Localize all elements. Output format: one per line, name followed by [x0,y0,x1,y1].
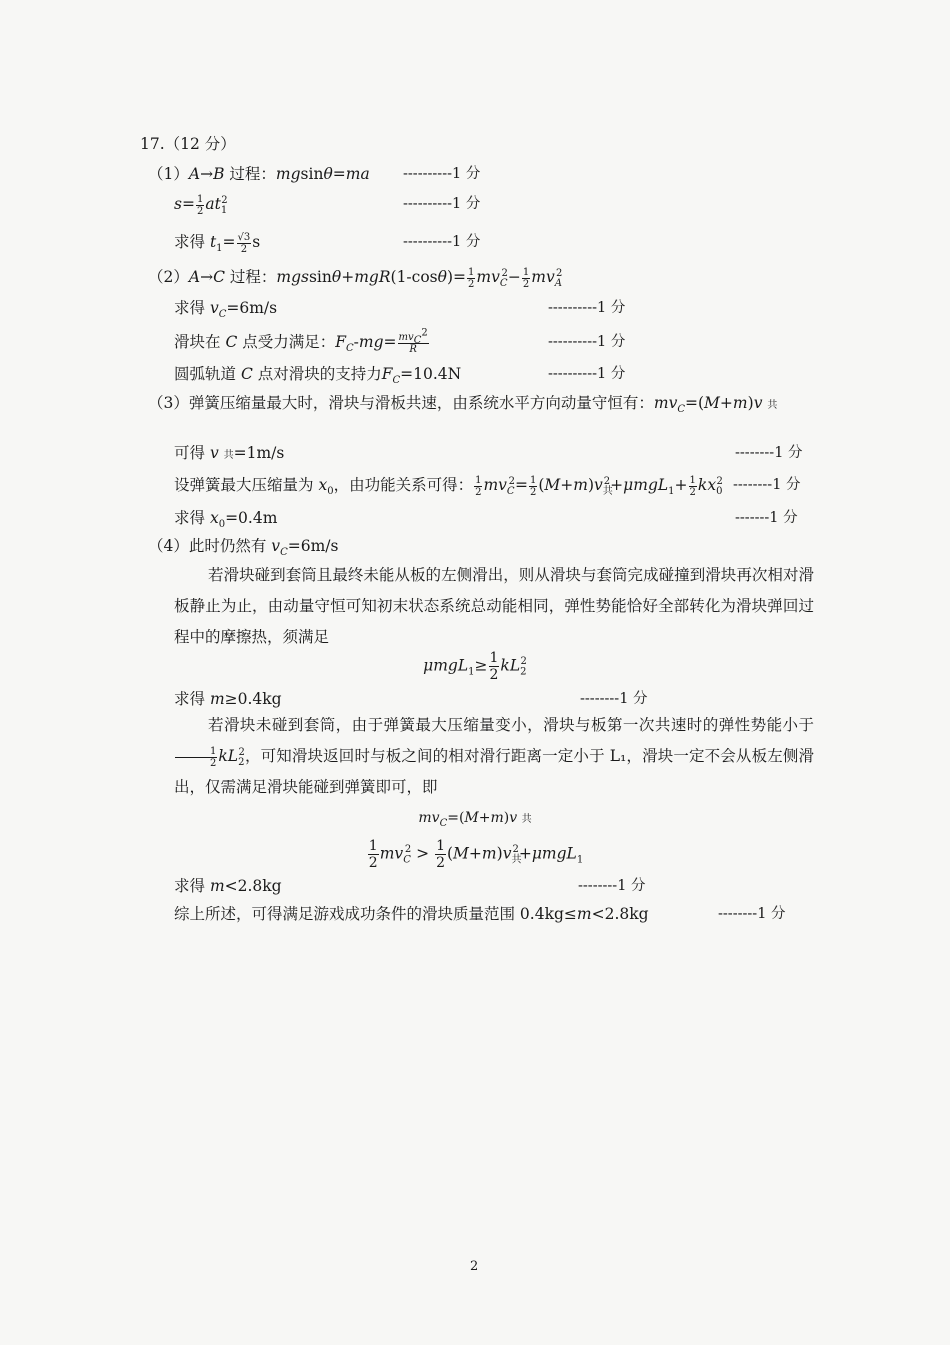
part3-step4: 求得 $x_0=0.4m$ [174,509,278,531]
score-mark: --------1 分 [578,878,646,894]
score-mark: --------1 分 [735,445,803,461]
score-mark: --------1 分 [733,477,801,493]
part4-step1: （4）此时仍然有 $v_C=6m/s$ [148,537,339,559]
part2-step1: （2）A→C 过程：mgssinθ+mgR(1-cosθ)= $\frac{1}{2}$ $mv_C^2-$ $\frac{1}{2}$ $mv_A^2$ [148,266,563,290]
score-mark: ----------1 分 [548,300,626,316]
part4-equation-2: $mv_C=(M+m)v$ 共 [418,810,532,829]
part3-step3: 设弹簧最大压缩量为 $x_0$，由功能关系可得： $\frac{1}{2}$ $mv_C^2=$ $\frac{1}{2}$ $(M+m)v_共^2+\mu mgL_1+$ $\frac{1}{2}$ $kx_0^2$ [174,474,723,498]
part4-summary: 综上所述，可得满足游戏成功条件的滑块质量范围 0.4kg≤m<2.8kg [174,905,649,923]
score-mark: ----------1 分 [403,166,481,182]
part4-paragraph-2: 若滑块未碰到套筒，由于弹簧最大压缩量变小，滑块与板第一次共速时的弹性势能小于 $\frac{1}{2}$ $kL_2^2$，可知滑块返回时与板之间的相对滑行距离一定小于 L₁，滑块一定不会从板左侧滑出，仅需满足滑块能碰到弹簧即可，即 [174,716,814,796]
part3-step1: （3）弹簧压缩量最大时，滑块与滑板共速，由系统水平方向动量守恒有：$mv_C=(M+m)v$ 共 [148,394,778,416]
part4-paragraph-1: 若滑块碰到套筒且最终未能从板的左侧滑出，则从滑块与套筒完成碰撞到滑块再次相对滑板静止为止，由动量守恒可知初末状态系统总动能相同，弹性势能恰好全部转化为滑块弹回过程中的摩擦热，须满足 [174,566,814,646]
score-mark: ----------1 分 [548,334,626,350]
score-mark: ----------1 分 [403,234,481,250]
score-mark: ----------1 分 [548,366,626,382]
part1-step2: s= $\frac{1}{2}$ $at_1^2$ [174,193,228,217]
part4-result-2: 求得 m<2.8kg [174,877,282,895]
score-mark: --------1 分 [580,691,648,707]
part4-result-1: 求得 m≥0.4kg [174,690,282,708]
part1-step3: 求得 $t_1=$ $\frac{√3}{2}$ s [174,231,261,255]
problem-header: 17.（12 分） [140,135,236,153]
page-number: 2 [470,1259,479,1274]
part2-step3: 滑块在 C 点受力满足：$F_C-mg=$ $\frac{mv_C^2}{R}$ [174,327,428,355]
score-mark: ----------1 分 [403,196,481,212]
score-mark: -------1 分 [735,510,798,526]
part4-equation-1: μmgL$_1$≥ $\frac{1}{2}$ $kL_2^2$ [423,650,527,683]
score-mark: --------1 分 [718,906,786,922]
part3-step2: 可得 v 共=1m/s [174,444,285,462]
part2-step2: 求得 $v_C=6m/s$ [174,299,278,321]
part2-step4: 圆弧轨道 C 点对滑块的支持力$F_C=10.4N$ [174,365,462,387]
part1-step1: （1）A→B 过程：mgsinθ=ma [148,165,370,183]
part4-equation-3: $\frac{1}{2}$ $mv_C^2$ > $\frac{1}{2}$ $(M+m)v_共^2+\mu mgL_1$ [368,838,584,871]
